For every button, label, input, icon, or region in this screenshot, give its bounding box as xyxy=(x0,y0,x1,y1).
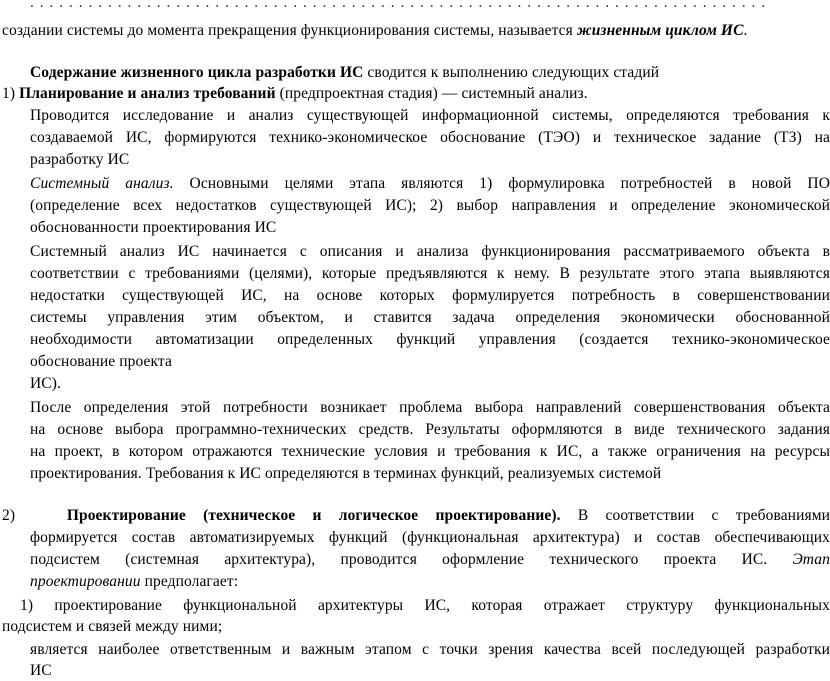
design-item-1: 1) проектирование функциональной архитектуры ИС, которая отражает структуру функциональных xyxy=(20,597,830,614)
requirements-line-1: После определения этой потребности возникает проблема выбора направлений совершенствования объекта xyxy=(30,399,830,416)
system-analysis-desc-line-3: недостатки существующей ИС, на основе которых формулируется потребность в совершенствовании xyxy=(30,287,830,304)
lifecycle-term: жизненным циклом ИС xyxy=(576,22,744,39)
lifecycle-content-heading: Содержание жизненного цикла разработки ИС xyxy=(30,64,364,81)
requirements-line-2: на основе выбора программно-технических средств. Результаты оформляются в виде технического задания xyxy=(30,421,830,438)
system-analysis-text: Основными целями этапа являются 1) формулировка потребностей в новой ПО xyxy=(173,175,830,192)
system-analysis-desc-line-7: ИС). xyxy=(30,375,61,392)
stage-1-line-1: Проводится исследование и анализ существующей информационной системы, определяются требования к xyxy=(30,107,830,124)
lifecycle-definition-text: создании системы до момента прекращения функционирования системы, называется xyxy=(2,22,577,39)
cropped-previous-line: . . . . . . . . . . . . . . . . . . . . . . . . . . . . . . . . . . . . . . . . . . . . . . . . . . . . . . . . . . . . . . . . . . . . . . . . . . . . xyxy=(30,0,767,11)
stage-2-line-3 xyxy=(30,572,238,592)
system-analysis-line-1 xyxy=(30,174,830,194)
stage-1-heading xyxy=(2,84,588,104)
system-analysis-desc-line-4: системы управления этим объектом, и ставится задача определения экономически обоснованной xyxy=(30,309,830,326)
stage-2-line-1: формируется состав автоматизируемых функций (функциональная архитектура) и состав обеспечивающих xyxy=(30,529,830,546)
lifecycle-period: . xyxy=(743,22,748,39)
stage-1-title: Планирование и анализ требований xyxy=(19,85,276,102)
design-importance-line-2: ИС xyxy=(30,662,52,679)
design-item-1-cont: подсистем и связей между ними; xyxy=(2,618,223,635)
stage-2-number: 2) xyxy=(2,507,16,524)
paragraph-lifecycle-definition xyxy=(2,21,748,41)
system-analysis-desc-line-5: необходимости автоматизации определенных функций управления (создается технико-экономическое xyxy=(30,331,830,348)
stage-2-line-2 xyxy=(30,550,830,570)
stage-2-heading xyxy=(2,506,830,526)
stage-2-line-2-text: подсистем (системная архитектура), проводится оформление технического проекта ИС. xyxy=(30,551,793,568)
lifecycle-stages-intro xyxy=(30,63,659,83)
design-term: проектировании xyxy=(30,573,141,590)
system-analysis-term: Системный анализ. xyxy=(30,175,174,192)
design-text: предполагает: xyxy=(140,573,239,590)
stage-1-number: 1) xyxy=(2,85,20,102)
stage-1-line-3: разработку ИС xyxy=(30,151,130,168)
system-analysis-desc-line-2: соответствии с требованиями (целями), которые предъявляются к нему. В результате этого этапа выявляются xyxy=(30,265,830,282)
lifecycle-content-text: сводится к выполнению следующих стадий xyxy=(363,64,660,81)
requirements-line-3: на проект, в котором отражаются технические условия и требования к ИС, а также ограничения на ресурсы xyxy=(30,443,830,460)
stage-2-text: В соответствии с требованиями xyxy=(560,507,830,524)
system-analysis-line-2: (определение всех недостатков существующей ИС); 2) выбор направления и определение экономической xyxy=(30,197,830,214)
stage-2-line-2-italic: Этап xyxy=(792,551,830,568)
system-analysis-desc-line-1: Системный анализ ИС начинается с описания и анализа функционирования рассматриваемого объекта в xyxy=(30,243,830,260)
system-analysis-desc-line-6: обоснование проекта xyxy=(30,353,172,370)
stage-1-line-2: создаваемой ИС, формируются технико-экономическое обоснование (ТЭО) и техническое задание (ТЗ) на xyxy=(30,129,830,146)
stage-2-title: Проектирование (техническое и логическое проектирование). xyxy=(66,507,561,524)
requirements-line-4: проектирования. Требования к ИС определяются в терминах функций, реализуемых системой xyxy=(30,465,662,482)
design-importance-line-1: является наиболее ответственным и важным этапом с точки зрения качества всей последующей разработки xyxy=(30,641,830,658)
stage-1-subtitle: (предпроектная стадия) — системный анализ. xyxy=(275,85,588,102)
system-analysis-line-3: обоснованности проектирования ИС xyxy=(30,219,277,236)
